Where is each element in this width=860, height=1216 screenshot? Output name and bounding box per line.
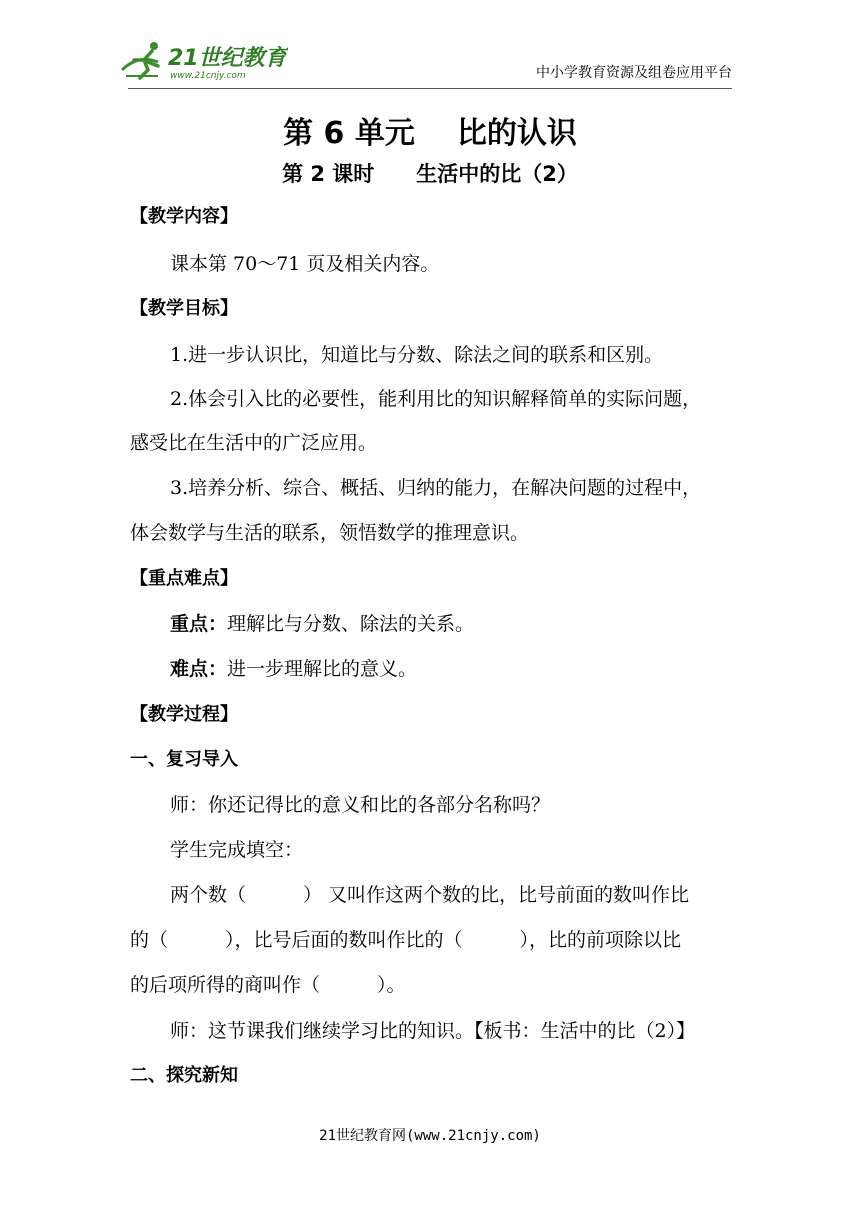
goal-2-line-1: 2.体会引入比的必要性，能利用比的知识解释简单的实际问题， — [170, 388, 702, 410]
goal-1: 1.进一步认识比，知道比与分数、除法之间的联系和区别。 — [170, 344, 664, 366]
site-logo — [118, 40, 288, 82]
header-divider — [128, 88, 732, 89]
logo-url: www.21cnjy.com — [170, 71, 246, 81]
key-text: 理解比与分数、除法的关系。 — [227, 613, 475, 635]
difficulty-text: 进一步理解比的意义。 — [227, 658, 418, 680]
content-heading: 【教学内容】 — [130, 206, 238, 227]
unit-name: 比的认识 — [456, 116, 577, 151]
goal-3-line-1: 3.培养分析、综合、概括、归纳的能力，在解决问题的过程中， — [170, 477, 702, 499]
part-2-heading: 二、探究新知 — [130, 1065, 238, 1086]
fill-blank-line-2: 的（ ），比号后面的数叫作比的（ ），比的前项除以比 — [130, 929, 682, 951]
runner-logo-icon — [118, 40, 288, 82]
process-heading: 【教学过程】 — [130, 704, 238, 725]
teacher-question: 师：你还记得比的意义和比的各部分名称吗？ — [170, 794, 551, 816]
page-footer: 21世纪教育网(www.21cnjy.com) — [319, 1128, 541, 1144]
part-1-heading: 一、复习导入 — [130, 749, 238, 770]
difficulty-label: 难点： — [170, 658, 228, 680]
lesson-subtitle — [0, 158, 860, 188]
student-task: 学生完成填空： — [170, 839, 304, 861]
goal-3-line-2: 体会数学与生活的联系，领悟数学的推理意识。 — [130, 522, 530, 544]
goals-heading: 【教学目标】 — [130, 298, 238, 319]
lesson-topic: 生活中的比（2） — [416, 162, 578, 186]
platform-name: 中小学教育资源及组卷应用平台 — [536, 65, 732, 81]
fill-blank-line-1: 两个数（ ） 又叫作这两个数的比，比号前面的数叫作比 — [170, 884, 690, 906]
difficulty-point — [170, 656, 730, 682]
unit-number: 第 6 单元 — [283, 116, 415, 151]
logo-text: 21世纪教育 — [168, 46, 287, 71]
page-title — [0, 108, 860, 152]
key-point — [170, 611, 730, 637]
goal-2-line-2: 感受比在生活中的广泛应用。 — [130, 432, 378, 454]
lesson-number: 第 2 课时 — [282, 162, 375, 186]
fill-blank-line-3: 的后项所得的商叫作（ ）。 — [130, 974, 406, 996]
teacher-intro: 师：这节课我们继续学习比的知识。【板书：生活中的比（2）】 — [170, 1020, 696, 1042]
content-text: 课本第 70～71 页及相关内容。 — [170, 253, 440, 275]
keypoints-heading: 【重点难点】 — [130, 568, 238, 589]
key-label: 重点： — [170, 613, 228, 635]
